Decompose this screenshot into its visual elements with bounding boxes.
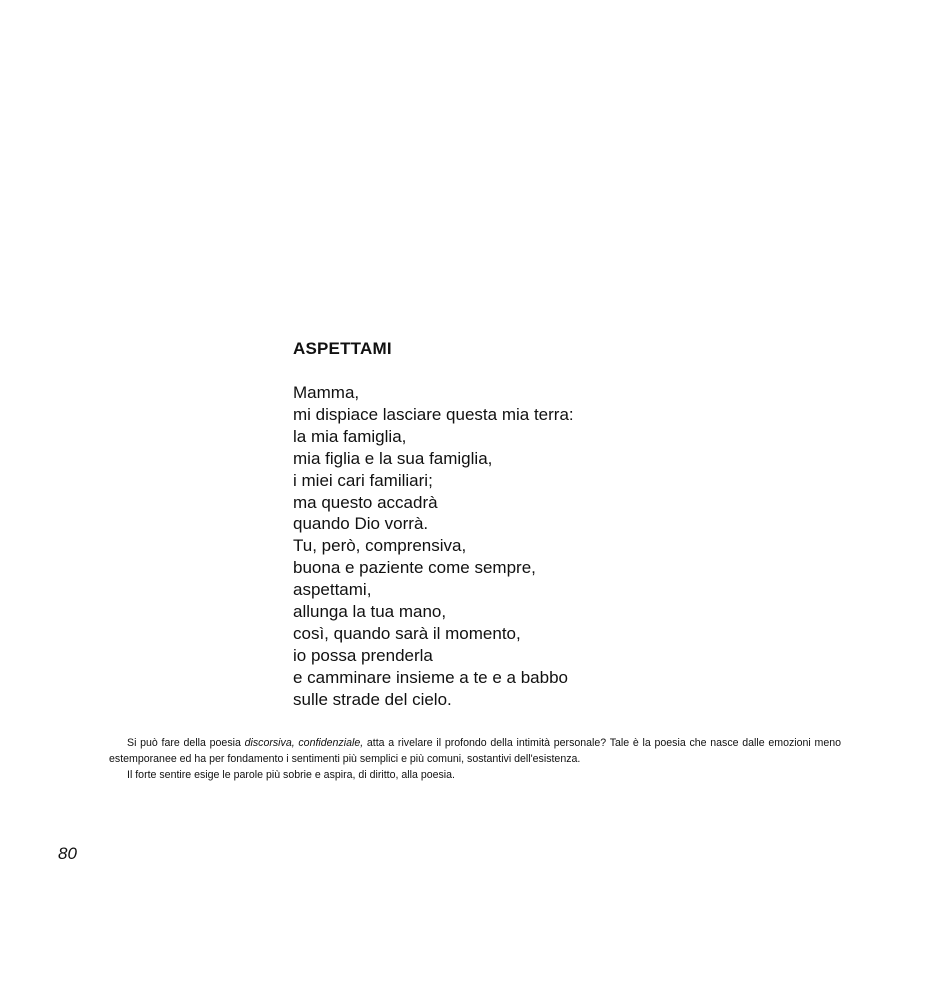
- poem-line: allunga la tua mano,: [293, 602, 447, 622]
- poem-title: ASPETTAMI: [293, 339, 392, 358]
- page-number: 80: [58, 844, 77, 863]
- poem-line: Mamma,: [293, 383, 360, 402]
- commentary-paragraph: [109, 735, 841, 767]
- poem-line: quando Dio vorrà.: [293, 514, 429, 534]
- poem-body: [293, 382, 574, 711]
- commentary-text: Si può fare della poesia: [127, 737, 245, 749]
- poem-line: ma questo accadrà: [293, 492, 438, 512]
- poem-line: e camminare insieme a te e a babbo: [293, 667, 568, 687]
- poem-line: mia figlia e la sua famiglia,: [293, 448, 493, 468]
- commentary-paragraph: Il forte sentire esige le parole più sobrie e aspira, di diritto, alla poesia.: [127, 769, 455, 781]
- poem-line: buona e paziente come sempre,: [293, 558, 536, 578]
- commentary: [109, 735, 841, 783]
- commentary-emphasis: discorsiva, confidenziale,: [244, 737, 364, 749]
- poem-line: così, quando sarà il momento,: [293, 623, 521, 643]
- poem-line: aspettami,: [293, 580, 372, 600]
- poem-line: la mia famiglia,: [293, 426, 407, 446]
- poem-line: io possa prenderla: [293, 645, 433, 665]
- poem-line: mi dispiace lasciare questa mia terra:: [293, 404, 574, 424]
- poem-line: Tu, però, comprensiva,: [293, 536, 467, 556]
- poem-line: i miei cari familiari;: [293, 470, 433, 490]
- commentary-text: atta a rivelare il profondo della intimità personale? Tale è la poesia che nasce dalle emozioni meno estemporanee ed ha per fondamento i sentimenti più semplici e più comuni, sostantivi dell'esistenza.: [109, 737, 841, 765]
- poem-line: sulle strade del cielo.: [293, 689, 452, 709]
